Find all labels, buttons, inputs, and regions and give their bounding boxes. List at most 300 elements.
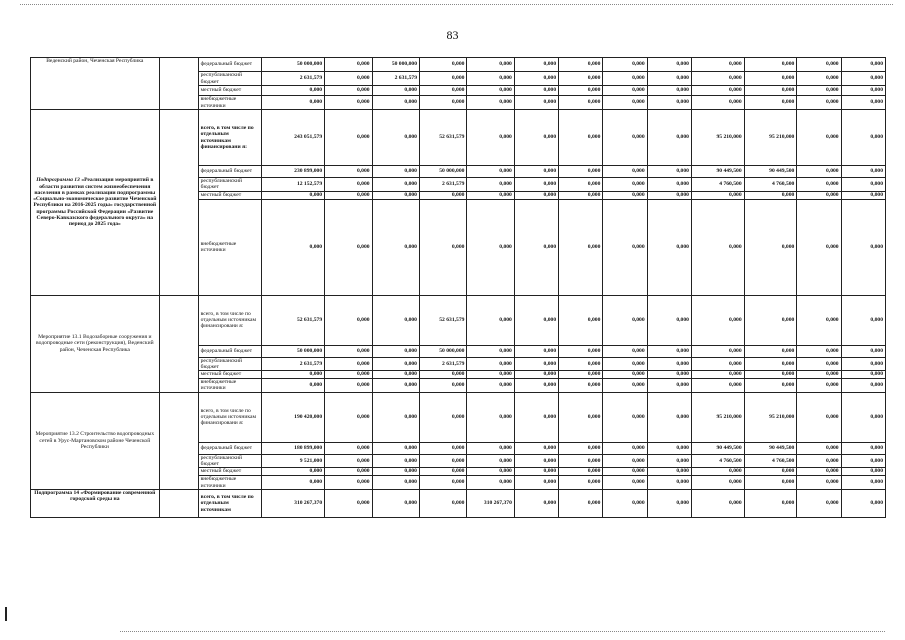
funding-source-cell: местный бюджет (198, 191, 261, 199)
amount-cell: 0,000 (841, 72, 885, 86)
amount-cell: 0,000 (467, 345, 514, 357)
amount-cell: 0,000 (559, 490, 603, 518)
amount-cell: 0,000 (261, 199, 324, 295)
amount-cell: 0,000 (372, 371, 419, 379)
amount-cell: 0,000 (325, 357, 372, 371)
table-row (31, 490, 886, 518)
amount-cell: 0,000 (372, 295, 419, 345)
amount-cell: 0,000 (372, 468, 419, 476)
amount-cell: 0,000 (419, 58, 466, 72)
funding-source-cell: местный бюджет (198, 371, 261, 379)
amount-cell: 0,000 (647, 357, 691, 371)
amount-cell: 0,000 (467, 371, 514, 379)
table-row (31, 295, 886, 345)
amount-cell: 90 449,500 (744, 442, 797, 454)
amount-cell: 4 760,500 (744, 454, 797, 468)
amount-cell: 0,000 (603, 86, 647, 96)
funding-source-cell: республиканский бюджет (198, 178, 261, 192)
amount-cell: 0,000 (325, 490, 372, 518)
amount-cell: 0,000 (261, 86, 324, 96)
page-number: 83 (446, 28, 459, 42)
amount-cell: 0,000 (744, 476, 797, 490)
amount-cell: 0,000 (841, 490, 885, 518)
amount-cell: 0,000 (325, 295, 372, 345)
amount-cell: 0,000 (325, 96, 372, 110)
amount-cell: 0,000 (841, 476, 885, 490)
amount-cell: 0,000 (372, 199, 419, 295)
amount-cell: 0,000 (647, 295, 691, 345)
executor-cell (159, 392, 198, 490)
amount-cell: 0,000 (647, 392, 691, 442)
amount-cell: 0,000 (744, 199, 797, 295)
amount-cell: 2 631,579 (419, 357, 466, 371)
program-name-cell (31, 58, 160, 110)
amount-cell: 0,000 (514, 379, 558, 393)
amount-cell: 0,000 (514, 392, 558, 442)
program-name-cell (31, 392, 160, 490)
amount-cell: 0,000 (559, 392, 603, 442)
amount-cell: 0,000 (603, 295, 647, 345)
amount-cell: 50 000,000 (419, 166, 466, 178)
amount-cell: 0,000 (797, 166, 841, 178)
amount-cell: 0,000 (691, 86, 744, 96)
amount-cell: 90 449,500 (744, 166, 797, 178)
amount-cell: 0,000 (647, 476, 691, 490)
amount-cell: 0,000 (467, 58, 514, 72)
amount-cell: 0,000 (691, 468, 744, 476)
program-name: «Реализация мероприятий в области развития систем жизнеобеспечения населения в рамках реализации подпрограммы «Социально-экономическое развитие Чеченской Республики на 2016-2025 годы» государственной программы Российской Федерации «Развитие Северо-Кавказского федерального округа» на период до 2025 года» (33, 177, 157, 227)
funding-source-cell: всего, в том числе по отдельным источникам (198, 490, 261, 518)
funding-source-cell: федеральный бюджет (198, 166, 261, 178)
amount-cell: 0,000 (797, 295, 841, 345)
amount-cell: 0,000 (691, 371, 744, 379)
amount-cell: 50 000,000 (419, 345, 466, 357)
table-row (31, 110, 886, 166)
amount-cell: 0,000 (603, 357, 647, 371)
funding-source-cell: внебюджетные источники (198, 379, 261, 393)
amount-cell: 0,000 (372, 345, 419, 357)
amount-cell: 0,000 (647, 371, 691, 379)
executor-cell (159, 110, 198, 296)
program-name: Веденский район, Чеченская Республика (46, 58, 144, 64)
amount-cell: 52 631,579 (419, 110, 466, 166)
amount-cell: 0,000 (603, 72, 647, 86)
amount-cell: 0,000 (691, 191, 744, 199)
amount-cell: 0,000 (691, 490, 744, 518)
amount-cell: 0,000 (841, 345, 885, 357)
amount-cell: 0,000 (647, 96, 691, 110)
amount-cell: 0,000 (841, 96, 885, 110)
amount-cell: 50 000,000 (372, 58, 419, 72)
amount-cell: 95 210,000 (691, 110, 744, 166)
amount-cell: 0,000 (467, 379, 514, 393)
amount-cell: 0,000 (559, 110, 603, 166)
amount-cell: 0,000 (603, 178, 647, 192)
amount-cell: 0,000 (325, 454, 372, 468)
amount-cell: 0,000 (797, 178, 841, 192)
amount-cell: 0,000 (647, 72, 691, 86)
program-name: Подпрограмма 14 «Формирование современной городской среды на (34, 490, 156, 503)
amount-cell: 0,000 (559, 166, 603, 178)
amount-cell: 90 449,500 (691, 166, 744, 178)
amount-cell: 0,000 (797, 110, 841, 166)
amount-cell: 0,000 (841, 295, 885, 345)
program-number: Подпрограмма 13 (36, 177, 80, 184)
amount-cell: 0,000 (691, 476, 744, 490)
amount-cell: 90 449,500 (691, 442, 744, 454)
amount-cell: 230 899,000 (261, 166, 324, 178)
amount-cell: 190 420,000 (261, 392, 324, 442)
amount-cell: 310 267,370 (261, 490, 324, 518)
amount-cell: 0,000 (372, 379, 419, 393)
amount-cell: 0,000 (744, 295, 797, 345)
amount-cell: 0,000 (603, 110, 647, 166)
amount-cell: 0,000 (419, 379, 466, 393)
amount-cell: 0,000 (325, 371, 372, 379)
funding-source-cell: республиканский бюджет (198, 454, 261, 468)
amount-cell: 0,000 (467, 468, 514, 476)
amount-cell: 4 760,500 (744, 178, 797, 192)
amount-cell: 0,000 (603, 468, 647, 476)
executor-cell (159, 58, 198, 110)
amount-cell: 0,000 (419, 442, 466, 454)
amount-cell: 0,000 (841, 58, 885, 72)
amount-cell: 0,000 (797, 379, 841, 393)
amount-cell: 0,000 (325, 199, 372, 295)
funding-source-cell: внебюджетные источники (198, 476, 261, 490)
amount-cell: 0,000 (744, 468, 797, 476)
amount-cell: 0,000 (467, 454, 514, 468)
amount-cell: 95 210,000 (744, 392, 797, 442)
funding-source-cell: местный бюджет (198, 86, 261, 96)
amount-cell: 0,000 (603, 191, 647, 199)
amount-cell: 0,000 (261, 371, 324, 379)
amount-cell: 0,000 (514, 371, 558, 379)
amount-cell: 0,000 (514, 166, 558, 178)
amount-cell: 0,000 (797, 86, 841, 96)
amount-cell: 2 631,579 (372, 72, 419, 86)
amount-cell: 0,000 (647, 379, 691, 393)
amount-cell: 0,000 (559, 72, 603, 86)
amount-cell: 0,000 (744, 490, 797, 518)
amount-cell: 0,000 (603, 58, 647, 72)
amount-cell: 2 631,579 (261, 357, 324, 371)
amount-cell: 0,000 (372, 110, 419, 166)
amount-cell: 52 631,579 (261, 295, 324, 345)
program-name-cell (31, 295, 160, 392)
amount-cell: 0,000 (691, 345, 744, 357)
amount-cell: 0,000 (647, 191, 691, 199)
amount-cell: 0,000 (559, 96, 603, 110)
amount-cell: 243 051,579 (261, 110, 324, 166)
amount-cell: 0,000 (603, 454, 647, 468)
amount-cell: 0,000 (514, 72, 558, 86)
amount-cell: 0,000 (603, 392, 647, 442)
amount-cell: 0,000 (514, 191, 558, 199)
amount-cell: 0,000 (691, 58, 744, 72)
amount-cell: 0,000 (841, 86, 885, 96)
amount-cell: 0,000 (514, 178, 558, 192)
amount-cell: 0,000 (467, 96, 514, 110)
amount-cell: 4 760,500 (691, 454, 744, 468)
amount-cell: 0,000 (559, 86, 603, 96)
amount-cell: 0,000 (325, 191, 372, 199)
amount-cell: 95 210,000 (744, 110, 797, 166)
amount-cell: 0,000 (691, 72, 744, 86)
amount-cell: 0,000 (559, 357, 603, 371)
amount-cell: 0,000 (559, 58, 603, 72)
amount-cell: 0,000 (841, 191, 885, 199)
amount-cell: 0,000 (647, 490, 691, 518)
amount-cell: 0,000 (559, 191, 603, 199)
amount-cell: 0,000 (603, 96, 647, 110)
amount-cell: 0,000 (744, 379, 797, 393)
amount-cell: 0,000 (514, 442, 558, 454)
amount-cell: 0,000 (514, 96, 558, 110)
amount-cell: 0,000 (559, 295, 603, 345)
amount-cell: 0,000 (325, 72, 372, 86)
amount-cell: 0,000 (559, 345, 603, 357)
amount-cell: 0,000 (559, 468, 603, 476)
amount-cell: 0,000 (744, 345, 797, 357)
amount-cell: 0,000 (372, 454, 419, 468)
amount-cell: 0,000 (372, 191, 419, 199)
amount-cell: 0,000 (691, 295, 744, 345)
amount-cell: 0,000 (325, 345, 372, 357)
scan-edge-top (20, 4, 893, 5)
funding-source-cell: федеральный бюджет (198, 345, 261, 357)
amount-cell: 0,000 (797, 468, 841, 476)
amount-cell: 0,000 (797, 96, 841, 110)
executor-cell (159, 490, 198, 518)
amount-cell: 0,000 (841, 199, 885, 295)
amount-cell: 0,000 (372, 357, 419, 371)
amount-cell: 0,000 (797, 442, 841, 454)
amount-cell: 0,000 (744, 58, 797, 72)
funding-source-cell: республиканский бюджет (198, 72, 261, 86)
program-name-cell (31, 110, 160, 296)
amount-cell: 0,000 (744, 357, 797, 371)
funding-source-cell: всего, в том числе по отдельным источникам финансировани я: (198, 295, 261, 345)
amount-cell: 0,000 (559, 476, 603, 490)
funding-source-cell: республиканский бюджет (198, 357, 261, 371)
funding-source-cell: местный бюджет (198, 468, 261, 476)
amount-cell: 0,000 (325, 392, 372, 442)
amount-cell: 0,000 (559, 178, 603, 192)
amount-cell: 0,000 (467, 178, 514, 192)
amount-cell: 0,000 (419, 191, 466, 199)
amount-cell: 0,000 (325, 58, 372, 72)
amount-cell: 0,000 (691, 199, 744, 295)
amount-cell: 0,000 (691, 379, 744, 393)
amount-cell: 0,000 (372, 476, 419, 490)
program-name: Мероприятие 13.1 Водозаборные сооружения и водопроводные сети (реконструкция), Веденский район, Чеченская Республика (36, 334, 154, 353)
amount-cell: 0,000 (647, 468, 691, 476)
amount-cell: 0,000 (744, 191, 797, 199)
amount-cell: 0,000 (744, 72, 797, 86)
amount-cell: 0,000 (797, 357, 841, 371)
amount-cell: 0,000 (467, 357, 514, 371)
amount-cell: 0,000 (467, 86, 514, 96)
amount-cell: 0,000 (514, 58, 558, 72)
amount-cell: 0,000 (514, 86, 558, 96)
amount-cell: 0,000 (691, 96, 744, 110)
amount-cell: 0,000 (647, 58, 691, 72)
amount-cell: 0,000 (467, 72, 514, 86)
amount-cell: 0,000 (603, 379, 647, 393)
amount-cell: 0,000 (647, 345, 691, 357)
amount-cell: 0,000 (797, 58, 841, 72)
amount-cell: 2 631,579 (261, 72, 324, 86)
amount-cell: 0,000 (419, 454, 466, 468)
amount-cell: 50 000,000 (261, 58, 324, 72)
amount-cell: 0,000 (514, 468, 558, 476)
amount-cell: 0,000 (797, 490, 841, 518)
amount-cell: 0,000 (419, 490, 466, 518)
amount-cell: 0,000 (514, 110, 558, 166)
amount-cell: 0,000 (744, 86, 797, 96)
amount-cell: 0,000 (841, 379, 885, 393)
amount-cell: 0,000 (514, 476, 558, 490)
amount-cell: 310 267,370 (467, 490, 514, 518)
amount-cell: 0,000 (325, 110, 372, 166)
amount-cell: 0,000 (467, 392, 514, 442)
amount-cell: 0,000 (419, 72, 466, 86)
amount-cell: 0,000 (559, 199, 603, 295)
amount-cell: 0,000 (261, 476, 324, 490)
amount-cell: 0,000 (841, 178, 885, 192)
scan-edge-bottom (120, 631, 885, 632)
amount-cell: 0,000 (647, 110, 691, 166)
amount-cell: 9 521,000 (261, 454, 324, 468)
amount-cell: 0,000 (841, 110, 885, 166)
amount-cell: 0,000 (744, 371, 797, 379)
amount-cell: 0,000 (603, 476, 647, 490)
amount-cell: 0,000 (467, 110, 514, 166)
funding-source-cell: внебюджетные источники (198, 199, 261, 295)
program-name: Мероприятие 13.2 Строительство водопроводных сетей в Урус-Мартановском районе Чеченской Республики (35, 431, 155, 450)
amount-cell: 0,000 (514, 490, 558, 518)
scan-mark (5, 607, 7, 621)
amount-cell: 0,000 (261, 468, 324, 476)
amount-cell: 0,000 (797, 476, 841, 490)
amount-cell: 4 760,500 (691, 178, 744, 192)
amount-cell: 0,000 (467, 295, 514, 345)
amount-cell: 0,000 (841, 357, 885, 371)
amount-cell: 0,000 (797, 371, 841, 379)
amount-cell: 0,000 (559, 371, 603, 379)
amount-cell: 0,000 (467, 476, 514, 490)
amount-cell: 0,000 (691, 357, 744, 371)
amount-cell: 0,000 (467, 191, 514, 199)
amount-cell: 0,000 (467, 442, 514, 454)
amount-cell: 0,000 (603, 442, 647, 454)
amount-cell: 0,000 (261, 96, 324, 110)
amount-cell: 0,000 (514, 295, 558, 345)
amount-cell: 0,000 (603, 345, 647, 357)
amount-cell: 0,000 (514, 454, 558, 468)
funding-source-cell: всего, в том числе по отдельным источникам финансировани я: (198, 392, 261, 442)
amount-cell: 0,000 (647, 86, 691, 96)
amount-cell: 0,000 (467, 166, 514, 178)
amount-cell: 180 899,000 (261, 442, 324, 454)
amount-cell: 0,000 (559, 379, 603, 393)
funding-source-cell: внебюджетные источники (198, 96, 261, 110)
amount-cell: 0,000 (797, 392, 841, 442)
amount-cell: 0,000 (744, 96, 797, 110)
amount-cell: 0,000 (372, 96, 419, 110)
amount-cell: 0,000 (603, 199, 647, 295)
amount-cell: 0,000 (841, 371, 885, 379)
amount-cell: 0,000 (372, 442, 419, 454)
amount-cell: 0,000 (647, 178, 691, 192)
amount-cell: 0,000 (325, 476, 372, 490)
amount-cell: 0,000 (841, 166, 885, 178)
amount-cell: 0,000 (372, 392, 419, 442)
amount-cell: 0,000 (372, 490, 419, 518)
amount-cell: 0,000 (325, 166, 372, 178)
amount-cell: 0,000 (419, 86, 466, 96)
amount-cell: 0,000 (559, 454, 603, 468)
amount-cell: 0,000 (841, 454, 885, 468)
amount-cell: 0,000 (841, 392, 885, 442)
amount-cell: 0,000 (514, 345, 558, 357)
table-row (31, 58, 886, 72)
amount-cell: 0,000 (419, 476, 466, 490)
amount-cell: 0,000 (647, 166, 691, 178)
amount-cell: 0,000 (261, 379, 324, 393)
amount-cell: 0,000 (325, 468, 372, 476)
amount-cell: 0,000 (372, 178, 419, 192)
budget-table-body (31, 58, 886, 518)
amount-cell: 0,000 (261, 191, 324, 199)
funding-source-cell: федеральный бюджет (198, 58, 261, 72)
amount-cell: 0,000 (797, 345, 841, 357)
program-name-cell (31, 490, 160, 518)
amount-cell: 12 152,579 (261, 178, 324, 192)
amount-cell: 0,000 (647, 442, 691, 454)
amount-cell: 0,000 (797, 454, 841, 468)
amount-cell: 2 631,579 (419, 178, 466, 192)
amount-cell: 0,000 (514, 357, 558, 371)
amount-cell: 52 631,579 (419, 295, 466, 345)
amount-cell: 0,000 (647, 199, 691, 295)
amount-cell: 0,000 (419, 199, 466, 295)
amount-cell: 0,000 (419, 392, 466, 442)
amount-cell: 0,000 (603, 490, 647, 518)
amount-cell: 0,000 (419, 371, 466, 379)
funding-source-cell: федеральный бюджет (198, 442, 261, 454)
amount-cell: 0,000 (797, 72, 841, 86)
amount-cell: 0,000 (419, 468, 466, 476)
amount-cell: 0,000 (603, 371, 647, 379)
executor-cell (159, 295, 198, 392)
amount-cell: 0,000 (559, 442, 603, 454)
amount-cell: 0,000 (325, 178, 372, 192)
amount-cell: 0,000 (797, 191, 841, 199)
amount-cell: 50 000,000 (261, 345, 324, 357)
table-row (31, 392, 886, 442)
amount-cell: 0,000 (325, 379, 372, 393)
amount-cell: 0,000 (419, 96, 466, 110)
amount-cell: 0,000 (647, 454, 691, 468)
funding-source-cell: всего, в том числе по отдельным источникам финансировани я: (198, 110, 261, 166)
amount-cell: 0,000 (797, 199, 841, 295)
amount-cell: 0,000 (372, 86, 419, 96)
budget-table (30, 57, 886, 518)
amount-cell: 95 210,000 (691, 392, 744, 442)
amount-cell: 0,000 (841, 468, 885, 476)
